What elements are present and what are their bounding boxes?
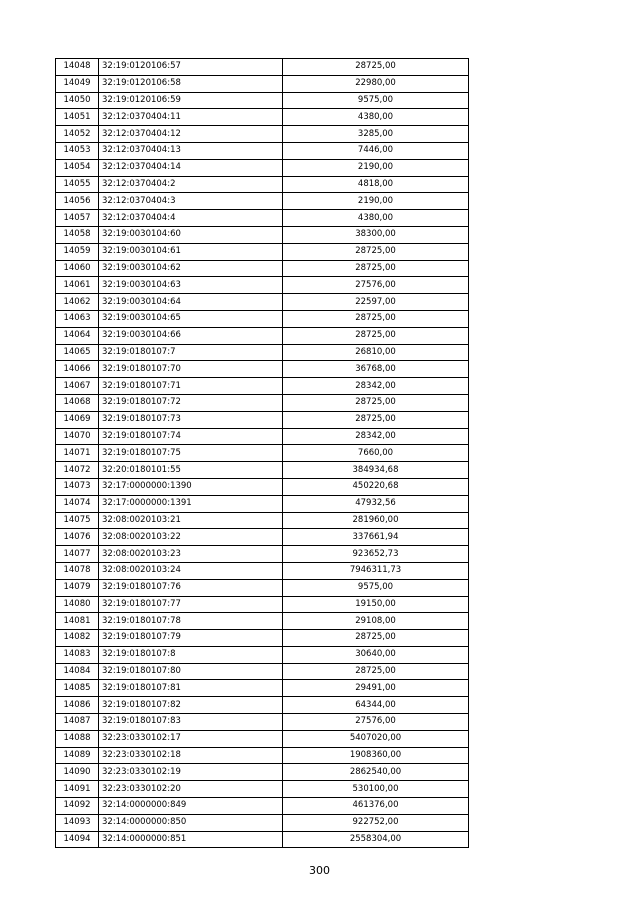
cadastral-number-cell: 32:12:0370404:2 <box>99 176 283 193</box>
row-number-cell: 14078 <box>56 562 99 579</box>
value-cell: 29491,00 <box>283 680 469 697</box>
value-cell: 4380,00 <box>283 210 469 227</box>
value-cell: 28725,00 <box>283 59 469 76</box>
value-cell: 2190,00 <box>283 193 469 210</box>
value-cell: 450220,68 <box>283 478 469 495</box>
table-row <box>56 277 469 294</box>
cadastral-value-table <box>55 58 469 848</box>
cadastral-number-cell: 32:19:0180107:78 <box>99 613 283 630</box>
row-number-cell: 14091 <box>56 781 99 798</box>
cadastral-number-cell: 32:12:0370404:11 <box>99 109 283 126</box>
row-number-cell: 14080 <box>56 596 99 613</box>
table-body <box>56 59 469 848</box>
cadastral-number-cell: 32:19:0180107:74 <box>99 428 283 445</box>
row-number-cell: 14065 <box>56 344 99 361</box>
row-number-cell: 14056 <box>56 193 99 210</box>
table-row <box>56 814 469 831</box>
row-number-cell: 14089 <box>56 747 99 764</box>
row-number-cell: 14048 <box>56 59 99 76</box>
value-cell: 47932,56 <box>283 495 469 512</box>
cadastral-number-cell: 32:19:0180107:81 <box>99 680 283 697</box>
row-number-cell: 14061 <box>56 277 99 294</box>
table-row <box>56 327 469 344</box>
cadastral-number-cell: 32:17:0000000:1391 <box>99 495 283 512</box>
cadastral-number-cell: 32:19:0030104:63 <box>99 277 283 294</box>
row-number-cell: 14093 <box>56 814 99 831</box>
row-number-cell: 14090 <box>56 764 99 781</box>
value-cell: 9575,00 <box>283 92 469 109</box>
table-row <box>56 529 469 546</box>
row-number-cell: 14072 <box>56 462 99 479</box>
value-cell: 28725,00 <box>283 663 469 680</box>
cadastral-number-cell: 32:19:0180107:70 <box>99 361 283 378</box>
cadastral-number-cell: 32:14:0000000:849 <box>99 798 283 815</box>
row-number-cell: 14052 <box>56 126 99 143</box>
cadastral-number-cell: 32:19:0180107:83 <box>99 714 283 731</box>
value-cell: 461376,00 <box>283 798 469 815</box>
value-cell: 38300,00 <box>283 226 469 243</box>
table-row <box>56 411 469 428</box>
value-cell: 22980,00 <box>283 75 469 92</box>
table-row <box>56 781 469 798</box>
table-row <box>56 445 469 462</box>
row-number-cell: 14067 <box>56 378 99 395</box>
row-number-cell: 14084 <box>56 663 99 680</box>
table-row <box>56 596 469 613</box>
value-cell: 19150,00 <box>283 596 469 613</box>
table-row <box>56 579 469 596</box>
row-number-cell: 14051 <box>56 109 99 126</box>
table-row <box>56 546 469 563</box>
table-row <box>56 193 469 210</box>
row-number-cell: 14053 <box>56 142 99 159</box>
cadastral-number-cell: 32:19:0180107:76 <box>99 579 283 596</box>
cadastral-number-cell: 32:19:0120106:57 <box>99 59 283 76</box>
value-cell: 64344,00 <box>283 697 469 714</box>
cadastral-number-cell: 32:12:0370404:14 <box>99 159 283 176</box>
row-number-cell: 14059 <box>56 243 99 260</box>
cadastral-number-cell: 32:19:0180107:80 <box>99 663 283 680</box>
row-number-cell: 14064 <box>56 327 99 344</box>
value-cell: 2558304,00 <box>283 831 469 848</box>
table-row <box>56 378 469 395</box>
value-cell: 2190,00 <box>283 159 469 176</box>
value-cell: 3285,00 <box>283 126 469 143</box>
row-number-cell: 14077 <box>56 546 99 563</box>
value-cell: 26810,00 <box>283 344 469 361</box>
row-number-cell: 14060 <box>56 260 99 277</box>
row-number-cell: 14062 <box>56 294 99 311</box>
row-number-cell: 14086 <box>56 697 99 714</box>
cadastral-number-cell: 32:19:0030104:61 <box>99 243 283 260</box>
cadastral-number-cell: 32:19:0180107:8 <box>99 646 283 663</box>
cadastral-number-cell: 32:23:0330102:19 <box>99 764 283 781</box>
row-number-cell: 14070 <box>56 428 99 445</box>
table-row <box>56 697 469 714</box>
row-number-cell: 14074 <box>56 495 99 512</box>
table-row <box>56 462 469 479</box>
row-number-cell: 14071 <box>56 445 99 462</box>
cadastral-number-cell: 32:12:0370404:13 <box>99 142 283 159</box>
table-row <box>56 428 469 445</box>
table-row <box>56 680 469 697</box>
value-cell: 2862540,00 <box>283 764 469 781</box>
row-number-cell: 14085 <box>56 680 99 697</box>
table-row <box>56 714 469 731</box>
value-cell: 28725,00 <box>283 394 469 411</box>
cadastral-number-cell: 32:23:0330102:18 <box>99 747 283 764</box>
table-row <box>56 243 469 260</box>
value-cell: 28342,00 <box>283 378 469 395</box>
row-number-cell: 14057 <box>56 210 99 227</box>
value-cell: 28725,00 <box>283 310 469 327</box>
row-number-cell: 14083 <box>56 646 99 663</box>
value-cell: 27576,00 <box>283 714 469 731</box>
row-number-cell: 14075 <box>56 512 99 529</box>
table-row <box>56 176 469 193</box>
table-row <box>56 142 469 159</box>
table-row <box>56 478 469 495</box>
table-row <box>56 831 469 848</box>
value-cell: 36768,00 <box>283 361 469 378</box>
row-number-cell: 14094 <box>56 831 99 848</box>
value-cell: 30640,00 <box>283 646 469 663</box>
row-number-cell: 14069 <box>56 411 99 428</box>
cadastral-number-cell: 32:19:0180107:79 <box>99 630 283 647</box>
table-row <box>56 613 469 630</box>
value-cell: 28342,00 <box>283 428 469 445</box>
value-cell: 7946311,73 <box>283 562 469 579</box>
value-cell: 28725,00 <box>283 630 469 647</box>
cadastral-number-cell: 32:08:0020103:24 <box>99 562 283 579</box>
row-number-cell: 14088 <box>56 730 99 747</box>
row-number-cell: 14073 <box>56 478 99 495</box>
table-row <box>56 663 469 680</box>
table-row <box>56 260 469 277</box>
table-row <box>56 394 469 411</box>
cadastral-number-cell: 32:19:0120106:59 <box>99 92 283 109</box>
value-cell: 28725,00 <box>283 243 469 260</box>
cadastral-number-cell: 32:19:0180107:77 <box>99 596 283 613</box>
table-row <box>56 109 469 126</box>
row-number-cell: 14076 <box>56 529 99 546</box>
table-row <box>56 798 469 815</box>
cadastral-number-cell: 32:23:0330102:20 <box>99 781 283 798</box>
table-row <box>56 59 469 76</box>
table-row <box>56 92 469 109</box>
value-cell: 5407020,00 <box>283 730 469 747</box>
value-cell: 27576,00 <box>283 277 469 294</box>
cadastral-number-cell: 32:19:0180107:71 <box>99 378 283 395</box>
cadastral-number-cell: 32:19:0120106:58 <box>99 75 283 92</box>
cadastral-number-cell: 32:19:0030104:60 <box>99 226 283 243</box>
table-row <box>56 310 469 327</box>
cadastral-number-cell: 32:19:0180107:7 <box>99 344 283 361</box>
row-number-cell: 14055 <box>56 176 99 193</box>
row-number-cell: 14063 <box>56 310 99 327</box>
cadastral-number-cell: 32:14:0000000:850 <box>99 814 283 831</box>
value-cell: 28725,00 <box>283 260 469 277</box>
cadastral-number-cell: 32:12:0370404:12 <box>99 126 283 143</box>
value-cell: 22597,00 <box>283 294 469 311</box>
cadastral-number-cell: 32:08:0020103:22 <box>99 529 283 546</box>
table-row <box>56 562 469 579</box>
cadastral-number-cell: 32:19:0030104:66 <box>99 327 283 344</box>
row-number-cell: 14050 <box>56 92 99 109</box>
table-row <box>56 764 469 781</box>
table-row <box>56 294 469 311</box>
table-row <box>56 361 469 378</box>
row-number-cell: 14049 <box>56 75 99 92</box>
cadastral-number-cell: 32:19:0180107:82 <box>99 697 283 714</box>
value-cell: 530100,00 <box>283 781 469 798</box>
cadastral-number-cell: 32:20:0180101:55 <box>99 462 283 479</box>
table-row <box>56 75 469 92</box>
cadastral-number-cell: 32:14:0000000:851 <box>99 831 283 848</box>
cadastral-number-cell: 32:19:0180107:75 <box>99 445 283 462</box>
row-number-cell: 14081 <box>56 613 99 630</box>
table-row <box>56 646 469 663</box>
cadastral-number-cell: 32:12:0370404:4 <box>99 210 283 227</box>
value-cell: 337661,94 <box>283 529 469 546</box>
cadastral-number-cell: 32:12:0370404:3 <box>99 193 283 210</box>
value-cell: 9575,00 <box>283 579 469 596</box>
cadastral-number-cell: 32:19:0030104:64 <box>99 294 283 311</box>
table-row <box>56 126 469 143</box>
value-cell: 29108,00 <box>283 613 469 630</box>
row-number-cell: 14079 <box>56 579 99 596</box>
value-cell: 4818,00 <box>283 176 469 193</box>
row-number-cell: 14082 <box>56 630 99 647</box>
value-cell: 384934,68 <box>283 462 469 479</box>
cadastral-number-cell: 32:19:0030104:62 <box>99 260 283 277</box>
value-cell: 923652,73 <box>283 546 469 563</box>
value-cell: 922752,00 <box>283 814 469 831</box>
cadastral-number-cell: 32:19:0180107:73 <box>99 411 283 428</box>
table-row <box>56 747 469 764</box>
value-cell: 7660,00 <box>283 445 469 462</box>
row-number-cell: 14087 <box>56 714 99 731</box>
table-row <box>56 210 469 227</box>
row-number-cell: 14066 <box>56 361 99 378</box>
table-row <box>56 512 469 529</box>
table-row <box>56 159 469 176</box>
value-cell: 28725,00 <box>283 411 469 428</box>
value-cell: 4380,00 <box>283 109 469 126</box>
value-cell: 28725,00 <box>283 327 469 344</box>
table-row <box>56 630 469 647</box>
row-number-cell: 14054 <box>56 159 99 176</box>
cadastral-number-cell: 32:23:0330102:17 <box>99 730 283 747</box>
table-row <box>56 226 469 243</box>
table-row <box>56 730 469 747</box>
value-cell: 281960,00 <box>283 512 469 529</box>
cadastral-number-cell: 32:19:0180107:72 <box>99 394 283 411</box>
row-number-cell: 14092 <box>56 798 99 815</box>
table-row <box>56 344 469 361</box>
value-cell: 7446,00 <box>283 142 469 159</box>
value-cell: 1908360,00 <box>283 747 469 764</box>
table-row <box>56 495 469 512</box>
cadastral-number-cell: 32:17:0000000:1390 <box>99 478 283 495</box>
cadastral-number-cell: 32:19:0030104:65 <box>99 310 283 327</box>
page-number: 300 <box>309 864 330 877</box>
row-number-cell: 14058 <box>56 226 99 243</box>
row-number-cell: 14068 <box>56 394 99 411</box>
cadastral-number-cell: 32:08:0020103:21 <box>99 512 283 529</box>
cadastral-number-cell: 32:08:0020103:23 <box>99 546 283 563</box>
